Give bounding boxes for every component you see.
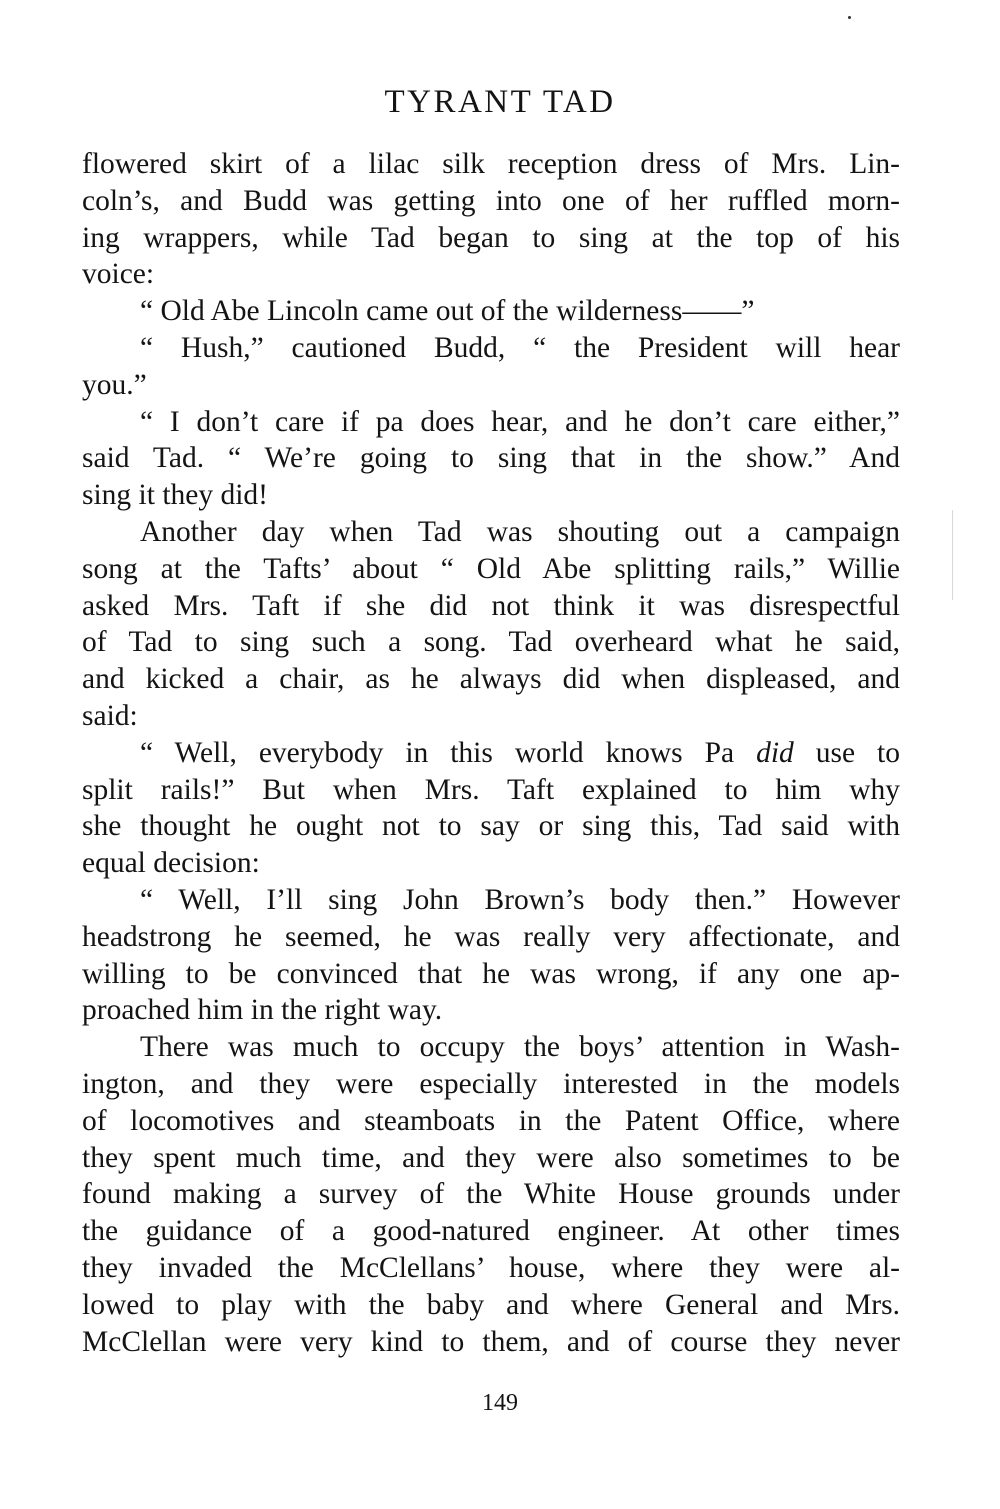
- text-line: voice:: [82, 258, 155, 291]
- text-line: Another day when Tad was shouting out a campaign: [140, 515, 900, 548]
- margin-mark: [952, 510, 953, 600]
- text-line: McClellan were very kind to them, and of course they never: [82, 1325, 900, 1358]
- text-segment: use to: [793, 736, 900, 769]
- text-line: song at the Tafts’ about “ Old Abe splitting rails,” Willie: [82, 552, 900, 585]
- text-line: they spent much time, and they were also sometimes to be: [82, 1141, 900, 1174]
- text-line: asked Mrs. Taft if she did not think it was disrespectful: [82, 589, 900, 622]
- text-line: of locomotives and steamboats in the Patent Office, where: [82, 1104, 900, 1137]
- text-line: lowed to play with the baby and where General and Mrs.: [82, 1288, 900, 1321]
- text-line: split rails!” But when Mrs. Taft explained to him why: [82, 773, 900, 806]
- text-line: said:: [82, 699, 138, 732]
- text-line: they invaded the McClellans’ house, where they were al-: [82, 1251, 900, 1284]
- text-line: flowered skirt of a lilac silk reception dress of Mrs. Lin-: [82, 148, 900, 180]
- print-speck: [848, 16, 851, 19]
- text-segment: “ Well, everybody in this world knows Pa: [140, 736, 757, 769]
- text-line: ing wrappers, while Tad began to sing at the top of his: [82, 221, 900, 254]
- running-head: TYRANT TAD: [384, 84, 616, 120]
- text-line: “ Well, I’ll sing John Brown’s body then.” However: [140, 883, 900, 916]
- text-line: [82, 735, 900, 772]
- text-line: equal decision:: [82, 847, 260, 880]
- text-line: There was much to occupy the boys’ attention in Wash-: [140, 1031, 900, 1064]
- text-line: and kicked a chair, as he always did when displeased, and: [82, 663, 900, 696]
- text-line: ington, and they were especially interested in the models: [82, 1067, 900, 1100]
- page-number: 149: [482, 1390, 518, 1416]
- text-line: she thought he ought not to say or sing this, Tad said with: [82, 810, 900, 843]
- text-line: of Tad to sing such a song. Tad overheard what he said,: [82, 626, 900, 659]
- text-line: “ Old Abe Lincoln came out of the wilderness——”: [140, 295, 755, 328]
- text-line: coln’s, and Budd was getting into one of her ruffled morn-: [82, 184, 900, 217]
- text-line: headstrong he seemed, he was really very affectionate, and: [82, 920, 900, 953]
- text-line: “ I don’t care if pa does hear, and he don’t care either,”: [140, 405, 900, 438]
- italic-emphasis: did: [756, 736, 794, 769]
- text-line: the guidance of a good-natured engineer. At other times: [82, 1215, 900, 1248]
- text-line: found making a survey of the White House grounds under: [82, 1178, 900, 1211]
- body-text: [82, 146, 900, 1360]
- text-line: you.”: [82, 368, 147, 401]
- text-line: sing it they did!: [82, 479, 269, 512]
- text-line: proached him in the right way.: [82, 994, 443, 1027]
- text-line: willing to be convinced that he was wrong, if any one ap-: [82, 957, 900, 990]
- text-line: said Tad. “ We’re going to sing that in the show.” And: [82, 442, 900, 475]
- text-line: “ Hush,” cautioned Budd, “ the President will hear: [140, 331, 900, 364]
